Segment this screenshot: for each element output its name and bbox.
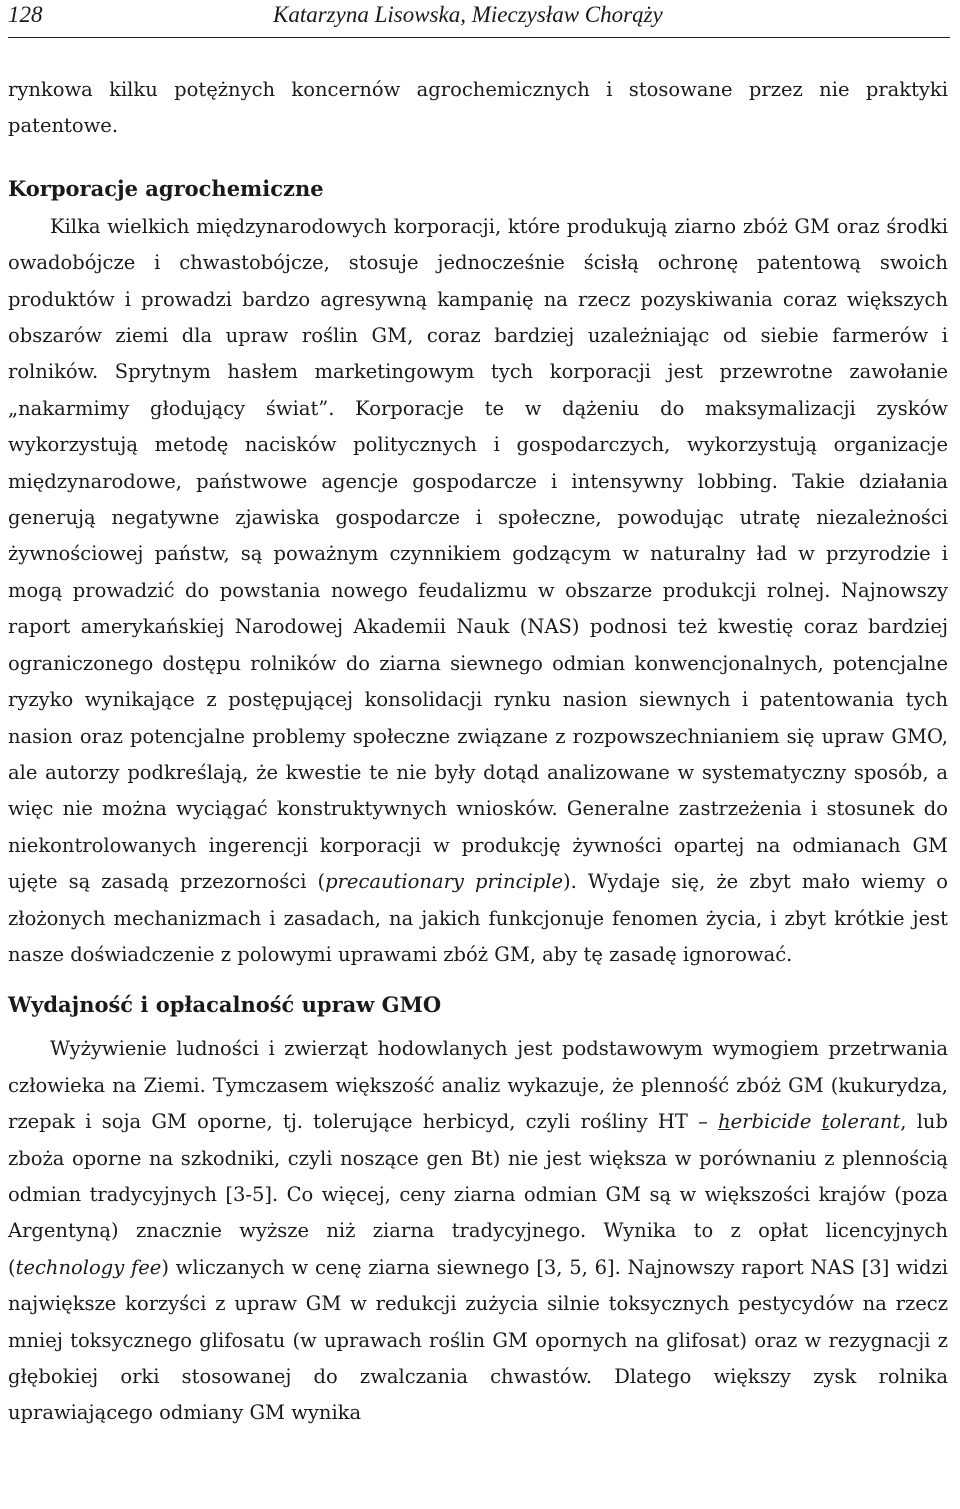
article-body xyxy=(8,72,948,1432)
intro-paragraph: rynkowa kilku potężnych koncernów agrochemicznych i stosowane przez nie praktyki patentowe. xyxy=(8,78,948,138)
section-title-corporations: Korporacje agrochemiczne xyxy=(8,175,324,201)
term-part: olerant xyxy=(829,1110,901,1134)
header-rule xyxy=(8,37,950,38)
paragraph-text: Wyżywienie ludności i zwierząt hodowlanych jest podstawowym wymogiem przetrwania człowieka na Ziemi. Tymczasem większość analiz wykazuje, że plenność zbóż GM (kukurydza, rzepak i soja GM oporne, tj. tolerujące herbicyd, czyli rośliny HT – xyxy=(8,1037,948,1134)
term-initial-t: t xyxy=(821,1110,830,1134)
paragraph-yield xyxy=(8,1031,948,1431)
term-precautionary-principle: precautionary principle xyxy=(325,870,564,894)
running-header xyxy=(8,0,950,36)
term-technology-fee: technology fee xyxy=(15,1255,162,1279)
running-header-authors: Katarzyna Lisowska, Mieczysław Chorąży xyxy=(273,2,663,27)
term-initial-h: h xyxy=(718,1110,731,1134)
paragraph-text: ) wliczanych w cenę ziarna siewnego [3, 5, 6]. Najnowszy raport NAS [3] widzi największe korzyści z upraw GM w redukcji zużycia silnie toksycznych pestycydów na rzecz mniej toksycznego glifosatu (w uprawach roślin GM opornych na glifosat) oraz w rezygnacji z głębokiej orki stosowanej do zwalczania chwastów. Dlatego większy zysk rolnika uprawiającego odmiany GM wynika xyxy=(8,1255,948,1425)
page-number: 128 xyxy=(8,2,43,27)
paragraph-text: ). Wydaje się, że zbyt mało wiemy o złożonych mechanizmach i zasadach, na jakich funkcjonuje fenomen życia, i zbyt krótkie jest nasze doświadczenie z polowymi uprawami zbóż GM, aby tę zasadę ignorować. xyxy=(8,870,948,966)
paragraph-corporations xyxy=(8,209,948,974)
paragraph-text: , lub zboża oporne na szkodniki, czyli noszące gen Bt) nie jest większa w porównaniu z plennością odmian tradycyjnych [3-5]. Co więcej, ceny ziarna odmian GM są w większości krajów (poza Argentyną) znacznie wyższe niż ziarna tradycyjnego. Wynika to z opłat licencyjnych ( xyxy=(8,1110,948,1279)
term-part: erbicide xyxy=(730,1110,822,1134)
section-title-yield: Wydajność i opłacalność upraw GMO xyxy=(8,992,442,1018)
term-herbicide-tolerant xyxy=(718,1110,900,1133)
paragraph-text: Kilka wielkich międzynarodowych korporacji, które produkują ziarno zbóż GM oraz środki owadobójcze i chwastobójcze, stosuje jednocześnie ścisłą ochronę patentową swoich produktów i prowadzi bardzo agresywną kampanię na rzecz pozyskiwania coraz większych obszarów ziemi dla upraw roślin GM, coraz bardziej uzależniając od siebie farmerów i rolników. Sprytnym hasłem marketingowym tych korporacji jest przewrotne zawołanie „nakarmimy głodujący świat”. Korporacje te w dążeniu do maksymalizacji zysków wykorzystują metodę nacisków politycznych i gospodarczych, wykorzystują organizacje międzynarodowe, państwowe agencje gospodarcze i intensywny lobbing. Takie działania generują negatywne zjawiska gospodarcze i społeczne, powodując utratę niezależności żywnościowej państw, są poważnym czynnikiem godzącym w naturalny ład w przyrodzie i mogą prowadzić do powstania nowego feudalizmu w obszarze produkcji rolnej. Najnowszy raport amerykańskiej Narodowej Akademii Nauk (NAS) podnosi też kwestię coraz bardziej ograniczonego dostępu rolników do ziarna siewnego odmian konwencjonalnych, potencjalne ryzyko wynikające z postępującej konsolidacji rynku nasion siewnych i patentowania tych nasion oraz potencjalne problemy społeczne związane z rozpowszechnianiem się upraw GMO, ale autorzy podkreślają, że kwestie te nie były dotąd analizowane w systematyczny sposób, a więc nie można wyciągać konstruktywnych wniosków. Generalne zastrzeżenia i stosunek do niekontrolowanych ingerencji korporacji w produkcję żywności opartej na odmianach GM ujęte są zasadą przezorności ( xyxy=(8,214,948,894)
